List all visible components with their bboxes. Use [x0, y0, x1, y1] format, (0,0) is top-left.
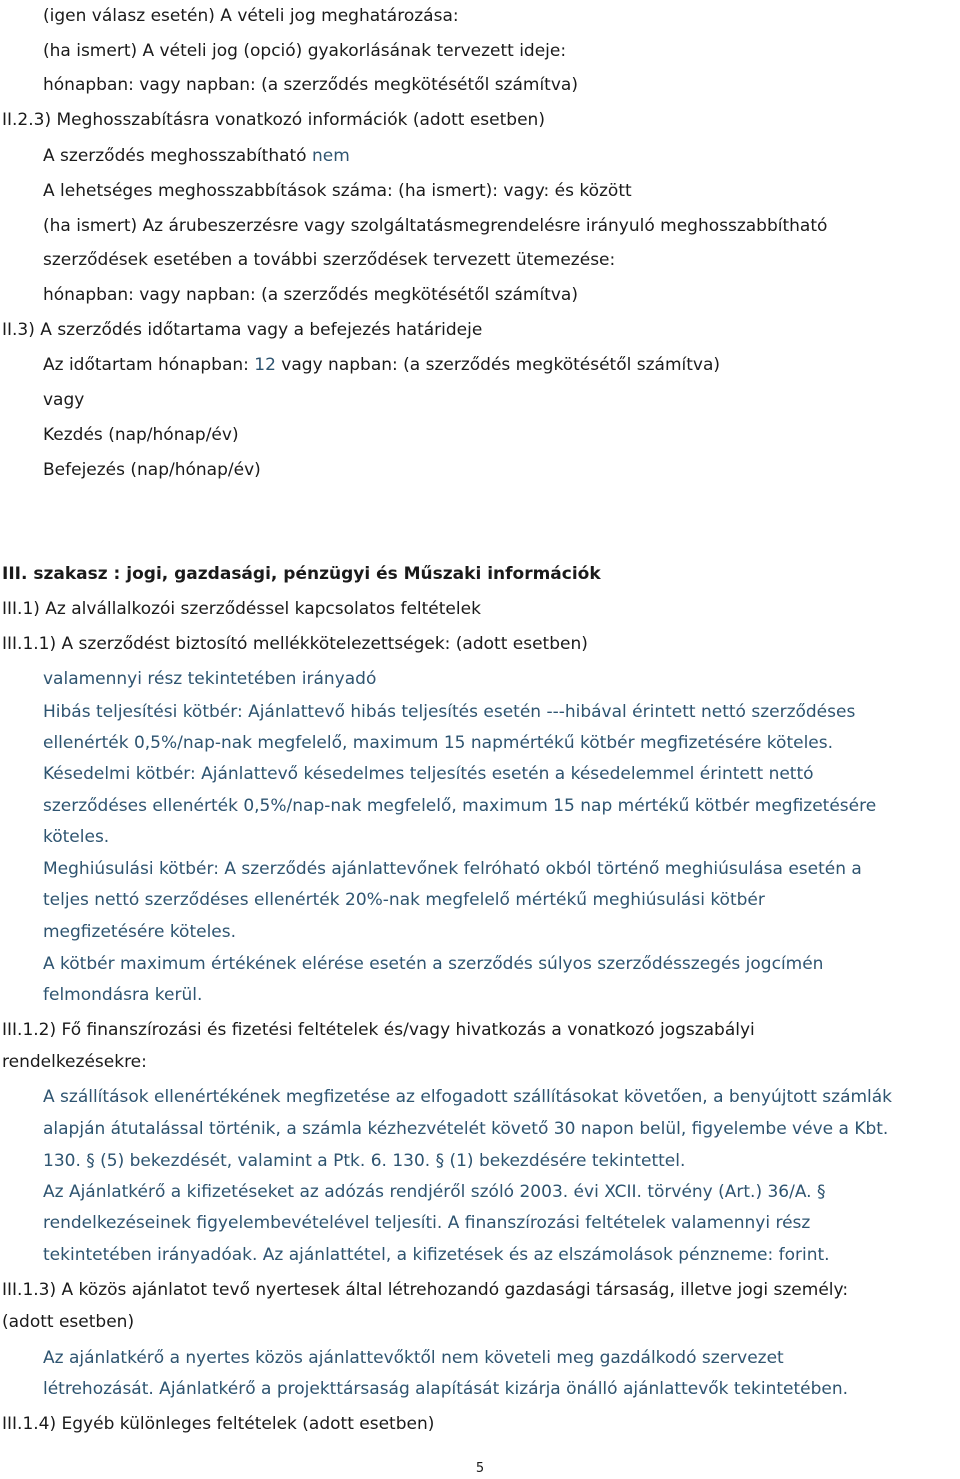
renewal-line: [43, 146, 350, 166]
duration-line: [43, 355, 720, 375]
answer-line: köteles.: [43, 827, 110, 847]
end-date-label: Befejezés (nap/hónap/év): [43, 460, 261, 480]
answer-line: valamennyi rész tekintetében irányadó: [43, 669, 377, 689]
section-heading-cont: (adott esetben): [2, 1312, 135, 1332]
answer-line: Késedelmi kötbér: Ajánlattevő késedelmes teljesítés esetén a késedelemmel érintett nettó: [43, 764, 814, 784]
section-heading: II.2.3) Meghosszabításra vonatkozó információk (adott esetben): [2, 110, 545, 130]
renewal-label: A szerződés meghosszabítható: [43, 146, 312, 166]
answer-line: Hibás teljesítési kötbér: Ajánlattevő hibás teljesítés esetén ---hibával érintett nettó szerződéses: [43, 702, 856, 722]
text-line: A lehetséges meghosszabbítások száma: (ha ismert): vagy: és között: [43, 181, 632, 201]
answer-line: tekintetében irányadóak. Az ajánlattétel, a kifizetések és az elszámolások pénzneme: forint.: [43, 1245, 830, 1265]
section-heading: II.3) A szerződés időtartama vagy a befejezés határideje: [2, 320, 483, 340]
duration-value: 12: [254, 355, 276, 375]
text-line: vagy: [43, 390, 85, 410]
duration-suffix: vagy napban: (a szerződés megkötésétől számítva): [275, 355, 720, 375]
section-heading: III.1.4) Egyéb különleges feltételek (adott esetben): [2, 1414, 435, 1434]
text-line: (ha ismert) Az árubeszerzésre vagy szolgáltatásmegrendelésre irányuló meghosszabbítható: [43, 216, 828, 236]
answer-line: teljes nettó szerződéses ellenérték 20%-nak megfelelő mértékű meghiúsulási kötbér: [43, 890, 765, 910]
answer-line: Meghiúsulási kötbér: A szerződés ajánlattevőnek felróható okból történő meghiúsulása esetén a: [43, 859, 862, 879]
text-line: szerződések esetében a további szerződések tervezett ütemezése:: [43, 250, 616, 270]
answer-line: rendelkezéseinek figyelembevételével teljesíti. A finanszírozási feltételek valamennyi rész: [43, 1213, 811, 1233]
part-heading: III. szakasz : jogi, gazdasági, pénzügyi és Műszaki információk: [2, 564, 601, 584]
answer-line: A szállítások ellenértékének megfizetése az elfogadott szállításokat követően, a benyújtott számlák: [43, 1087, 893, 1107]
answer-line: Az ajánlatkérő a nyertes közös ajánlattevőktől nem követeli meg gazdálkodó szervezet: [43, 1348, 784, 1368]
answer-line: szerződéses ellenérték 0,5%/nap-nak megfelelő, maximum 15 nap mértékű kötbér megfizetésére: [43, 796, 877, 816]
answer-line: A kötbér maximum értékének elérése esetén a szerződés súlyos szerződésszegés jogcímén: [43, 954, 824, 974]
answer-line: 130. § (5) bekezdését, valamint a Ptk. 6. 130. § (1) bekezdésére tekintettel.: [43, 1151, 686, 1171]
page-number: 5: [475, 1461, 485, 1476]
text-line: hónapban: vagy napban: (a szerződés megkötésétől számítva): [43, 285, 578, 305]
section-heading: III.1.1) A szerződést biztosító mellékkötelezettségek: (adott esetben): [2, 634, 588, 654]
answer-line: megfizetésére köteles.: [43, 922, 237, 942]
answer-line: felmondásra kerül.: [43, 985, 203, 1005]
text-line: (igen válasz esetén) A vételi jog meghatározása:: [43, 6, 459, 26]
start-date-label: Kezdés (nap/hónap/év): [43, 425, 239, 445]
text-line: (ha ismert) A vételi jog (opció) gyakorlásának tervezett ideje:: [43, 41, 567, 61]
answer-line: ellenérték 0,5%/nap-nak megfelelő, maximum 15 napmértékű kötbér megfizetésére köteles.: [43, 733, 834, 753]
section-heading-cont: rendelkezésekre:: [2, 1052, 147, 1072]
section-heading: III.1) Az alvállalkozói szerződéssel kapcsolatos feltételek: [2, 599, 481, 619]
section-heading: III.1.2) Fő finanszírozási és fizetési feltételek és/vagy hivatkozás a vonatkozó jogszabályi: [2, 1020, 755, 1040]
answer-line: Az Ajánlatkérő a kifizetéseket az adózás rendjéről szóló 2003. évi XCII. törvény (Art.) 36/A. §: [43, 1182, 826, 1202]
answer-line: létrehozását. Ajánlatkérő a projekttársaság alapítását kizárja önálló ajánlattevők tekintetében.: [43, 1379, 849, 1399]
renewal-value: nem: [311, 146, 350, 166]
answer-line: alapján átutalással történik, a számla kézhezvételét követő 30 napon belül, figyelembe véve a Kbt.: [43, 1119, 889, 1139]
text-line: hónapban: vagy napban: (a szerződés megkötésétől számítva): [43, 75, 578, 95]
section-heading: III.1.3) A közös ajánlatot tevő nyertesek által létrehozandó gazdasági társaság, illetve jogi személy:: [2, 1280, 849, 1300]
duration-label: Az időtartam hónapban:: [43, 355, 255, 375]
